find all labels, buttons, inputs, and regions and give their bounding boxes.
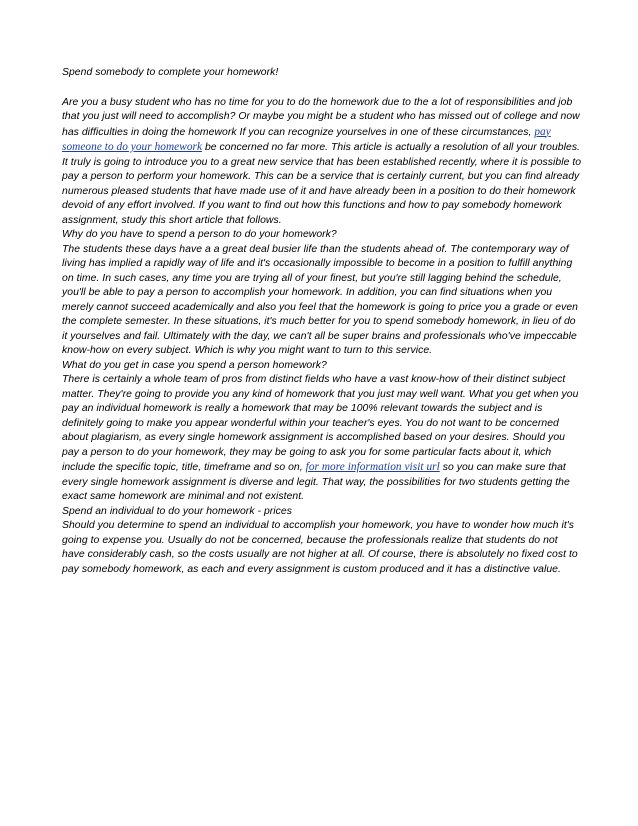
- section2-paragraph: [62, 373, 582, 505]
- document-title: Spend somebody to complete your homework!: [62, 67, 279, 78]
- intro-text-after-link: be concerned no far more. This article is actually a resolution of all your troubles. It truly is going to introduce you to a great new service that has been established recently, where it is possible to pay a person to perform your homework. This can be a service that is certainly current, but you can find already numerous pleased students that have made use of it and have already been in a position to do their homework devoid of any effort involved. If you want to find out how this functions and how to pay somebody homework assignment, study this short article that follows.: [62, 142, 582, 226]
- more-information-link[interactable]: for more information visit url: [305, 461, 440, 473]
- section1-paragraph: The students these days have a a great deal busier life than the students ahead of. The contemporary way of living has implied a rapidly way of life and it's occasionally impossible to become in a position to fulfill anything on time. In such cases, any time you are trying all of your finest, but you're still lagging behind the schedule, you'll be able to pay a person to accomplish your homework. In addition, you can find situations when you merely cannot succeed academically and also you feel that the homework is going to price you a grade or even the complete semester. In these situations, it's much better for you to spend somebody homework, in lieu of do it yourselves and fail. Ultimately with the day, we can't all be super brains and professionals who've impeccable know-how on every subject. Which is why you might want to turn to this service.: [62, 243, 578, 356]
- section1-heading: Why do you have to spend a person to do your homework?: [62, 229, 337, 240]
- intro-paragraph: [62, 96, 582, 229]
- section2-text-before-link: There is certainly a whole team of pros from distinct fields who have a vast know-how of their distinct subject matter. They're going to provide you any kind of homework that you just may well want. What you get when you pay an individual homework is really a homework that may be 100% relevant towards the subject and is definitely going to make you appear wonderful within your teacher's eyes. You do not want to be concerned about plagiarism, as every single homework assignment is accomplished based on your desires. Should you pay a person to do your homework, they may be going to ask you for some particular facts about it, which include the specific topic, title, timeframe and so on,: [62, 374, 579, 473]
- intro-text-before-link: Are you a busy student who has no time for you to do the homework due to the a lot of responsibilities and job that you just will need to accomplish? Or maybe you might be a student who has missed out of college and now has difficulties in doing the homework If you can recognize yourselves in one of these circumstances,: [62, 96, 580, 138]
- document-page: [62, 66, 582, 577]
- pay-someone-link[interactable]: pay someone to do your homework: [62, 125, 551, 153]
- section2-text-after-link: so you can make sure that every single homework assignment is diverse and legit. That way, the possibilities for two students getting the exact same homework are minimal and not existent.: [62, 462, 570, 502]
- section3-heading: Spend an individual to do your homework - prices: [62, 505, 292, 517]
- section3-paragraph: Should you determine to spend an individual to accomplish your homework, you have to wonder how much it's going to expense you. Usually do not be concerned, because the professionals realize that students do not have considerably cash, so the costs usually are not higher at all. Of course, there is absolutely no fixed cost to pay somebody homework, as each and every assignment is custom produced and it has a distinctive value.: [62, 520, 578, 575]
- section2-heading: What do you get in case you spend a person homework?: [62, 359, 327, 371]
